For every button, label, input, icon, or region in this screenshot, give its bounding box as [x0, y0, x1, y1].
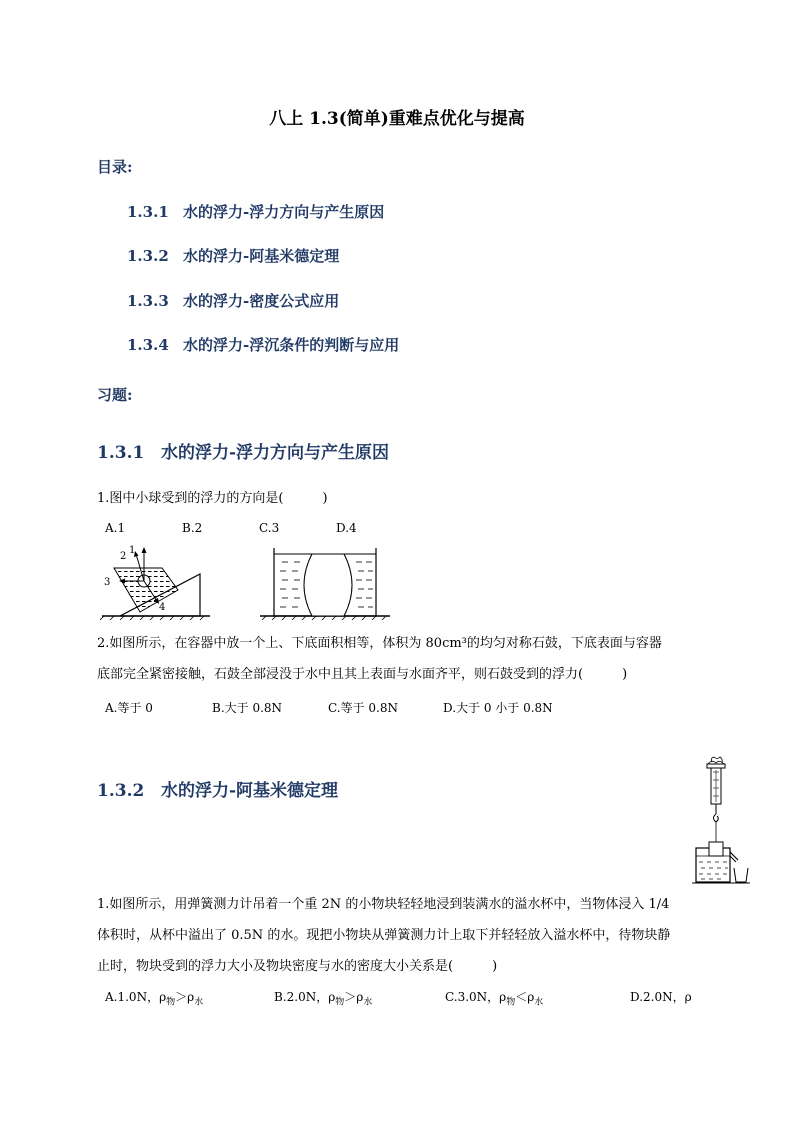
option-d: D.大于 0 小于 0.8N	[443, 701, 553, 715]
option-a: A.1.0N，$\rho_物>\rho_水$	[105, 990, 204, 1008]
section-heading-1-3-2	[97, 776, 338, 801]
option-c: C.3.0N，$\rho_物<\rho_水$	[445, 990, 544, 1008]
option-a: A.等于 0	[105, 701, 153, 715]
page-title: 八上 1.3(简单)重难点优化与提高	[269, 109, 525, 129]
incline-ball-figure	[100, 544, 212, 620]
option-b: B.大于 0.8N	[212, 701, 283, 715]
toc-item-number: 1.3.4	[127, 336, 169, 354]
stem-line: 1.如图所示，用弹簧测力计吊着一个重 2N 的小物块轻轻地浸到装满水的溢水杯中，当物体浸入 1/4	[97, 897, 670, 912]
toc-item-text: 水的浮力-密度公式应用	[183, 292, 340, 310]
stem-line: 2.如图所示，在容器中放一个上、下底面积相等，体积为 80cm³的均匀对称石鼓，下底表面与容器	[97, 636, 662, 651]
stone-drum-container-figure	[260, 544, 390, 620]
toc-item-2[interactable]	[127, 245, 339, 266]
option-c: C.等于 0.8N	[328, 701, 398, 715]
option-a: A.1	[105, 521, 126, 535]
toc-item-number: 1.3.1	[127, 203, 169, 221]
toc-item-text: 水的浮力-阿基米德定理	[183, 247, 340, 265]
toc-item-number: 1.3.3	[127, 292, 169, 310]
arrow-label-3: 3	[104, 577, 111, 588]
option-d: D.4	[336, 521, 357, 535]
toc-item-4[interactable]	[127, 334, 399, 355]
section-title: 水的浮力-浮力方向与产生原因	[161, 443, 390, 463]
arrow-label-2: 2	[120, 551, 127, 562]
question-stem	[97, 889, 707, 982]
stem-line: 体积时，从杯中溢出了 0.5N 的水。现把小物块从弹簧测力计上取下并轻轻放入溢水杯中，待物块静	[97, 928, 671, 943]
stem-line: 止时，物块受到的浮力大小及物块密度与水的密度大小关系是( )	[97, 959, 498, 974]
option-c: C.3	[259, 521, 280, 535]
section-title: 水的浮力-阿基米德定理	[161, 781, 339, 801]
arrow-label-4: 4	[159, 602, 166, 613]
option-b: B.2	[182, 521, 203, 535]
toc-item-3[interactable]	[127, 290, 339, 311]
toc-label: 目录:	[97, 158, 133, 176]
exercises-label: 习题:	[97, 386, 133, 404]
arrow-label-1: 1	[129, 545, 136, 556]
toc-item-text: 水的浮力-浮沉条件的判断与应用	[183, 336, 400, 354]
question-stem: 1.图中小球受到的浮力的方向是( )	[97, 491, 328, 506]
stem-line: 底部完全紧密接触，石鼓全部浸没于水中且其上表面与水面齐平，则石鼓受到的浮力( )	[97, 667, 628, 682]
section-number: 1.3.2	[97, 781, 145, 801]
toc-item-number: 1.3.2	[127, 247, 169, 265]
question-2-stem	[97, 628, 737, 690]
section-number: 1.3.1	[97, 443, 145, 463]
option-d: D.2.0N，ρ	[630, 990, 692, 1004]
section-heading-1-3-1	[97, 438, 389, 463]
spring-scale-overflow-cup-figure	[690, 756, 752, 886]
option-b: B.2.0N，$\rho_物>\rho_水$	[274, 990, 373, 1008]
toc-item-1[interactable]	[127, 201, 384, 222]
toc-item-text: 水的浮力-浮力方向与产生原因	[183, 203, 385, 221]
